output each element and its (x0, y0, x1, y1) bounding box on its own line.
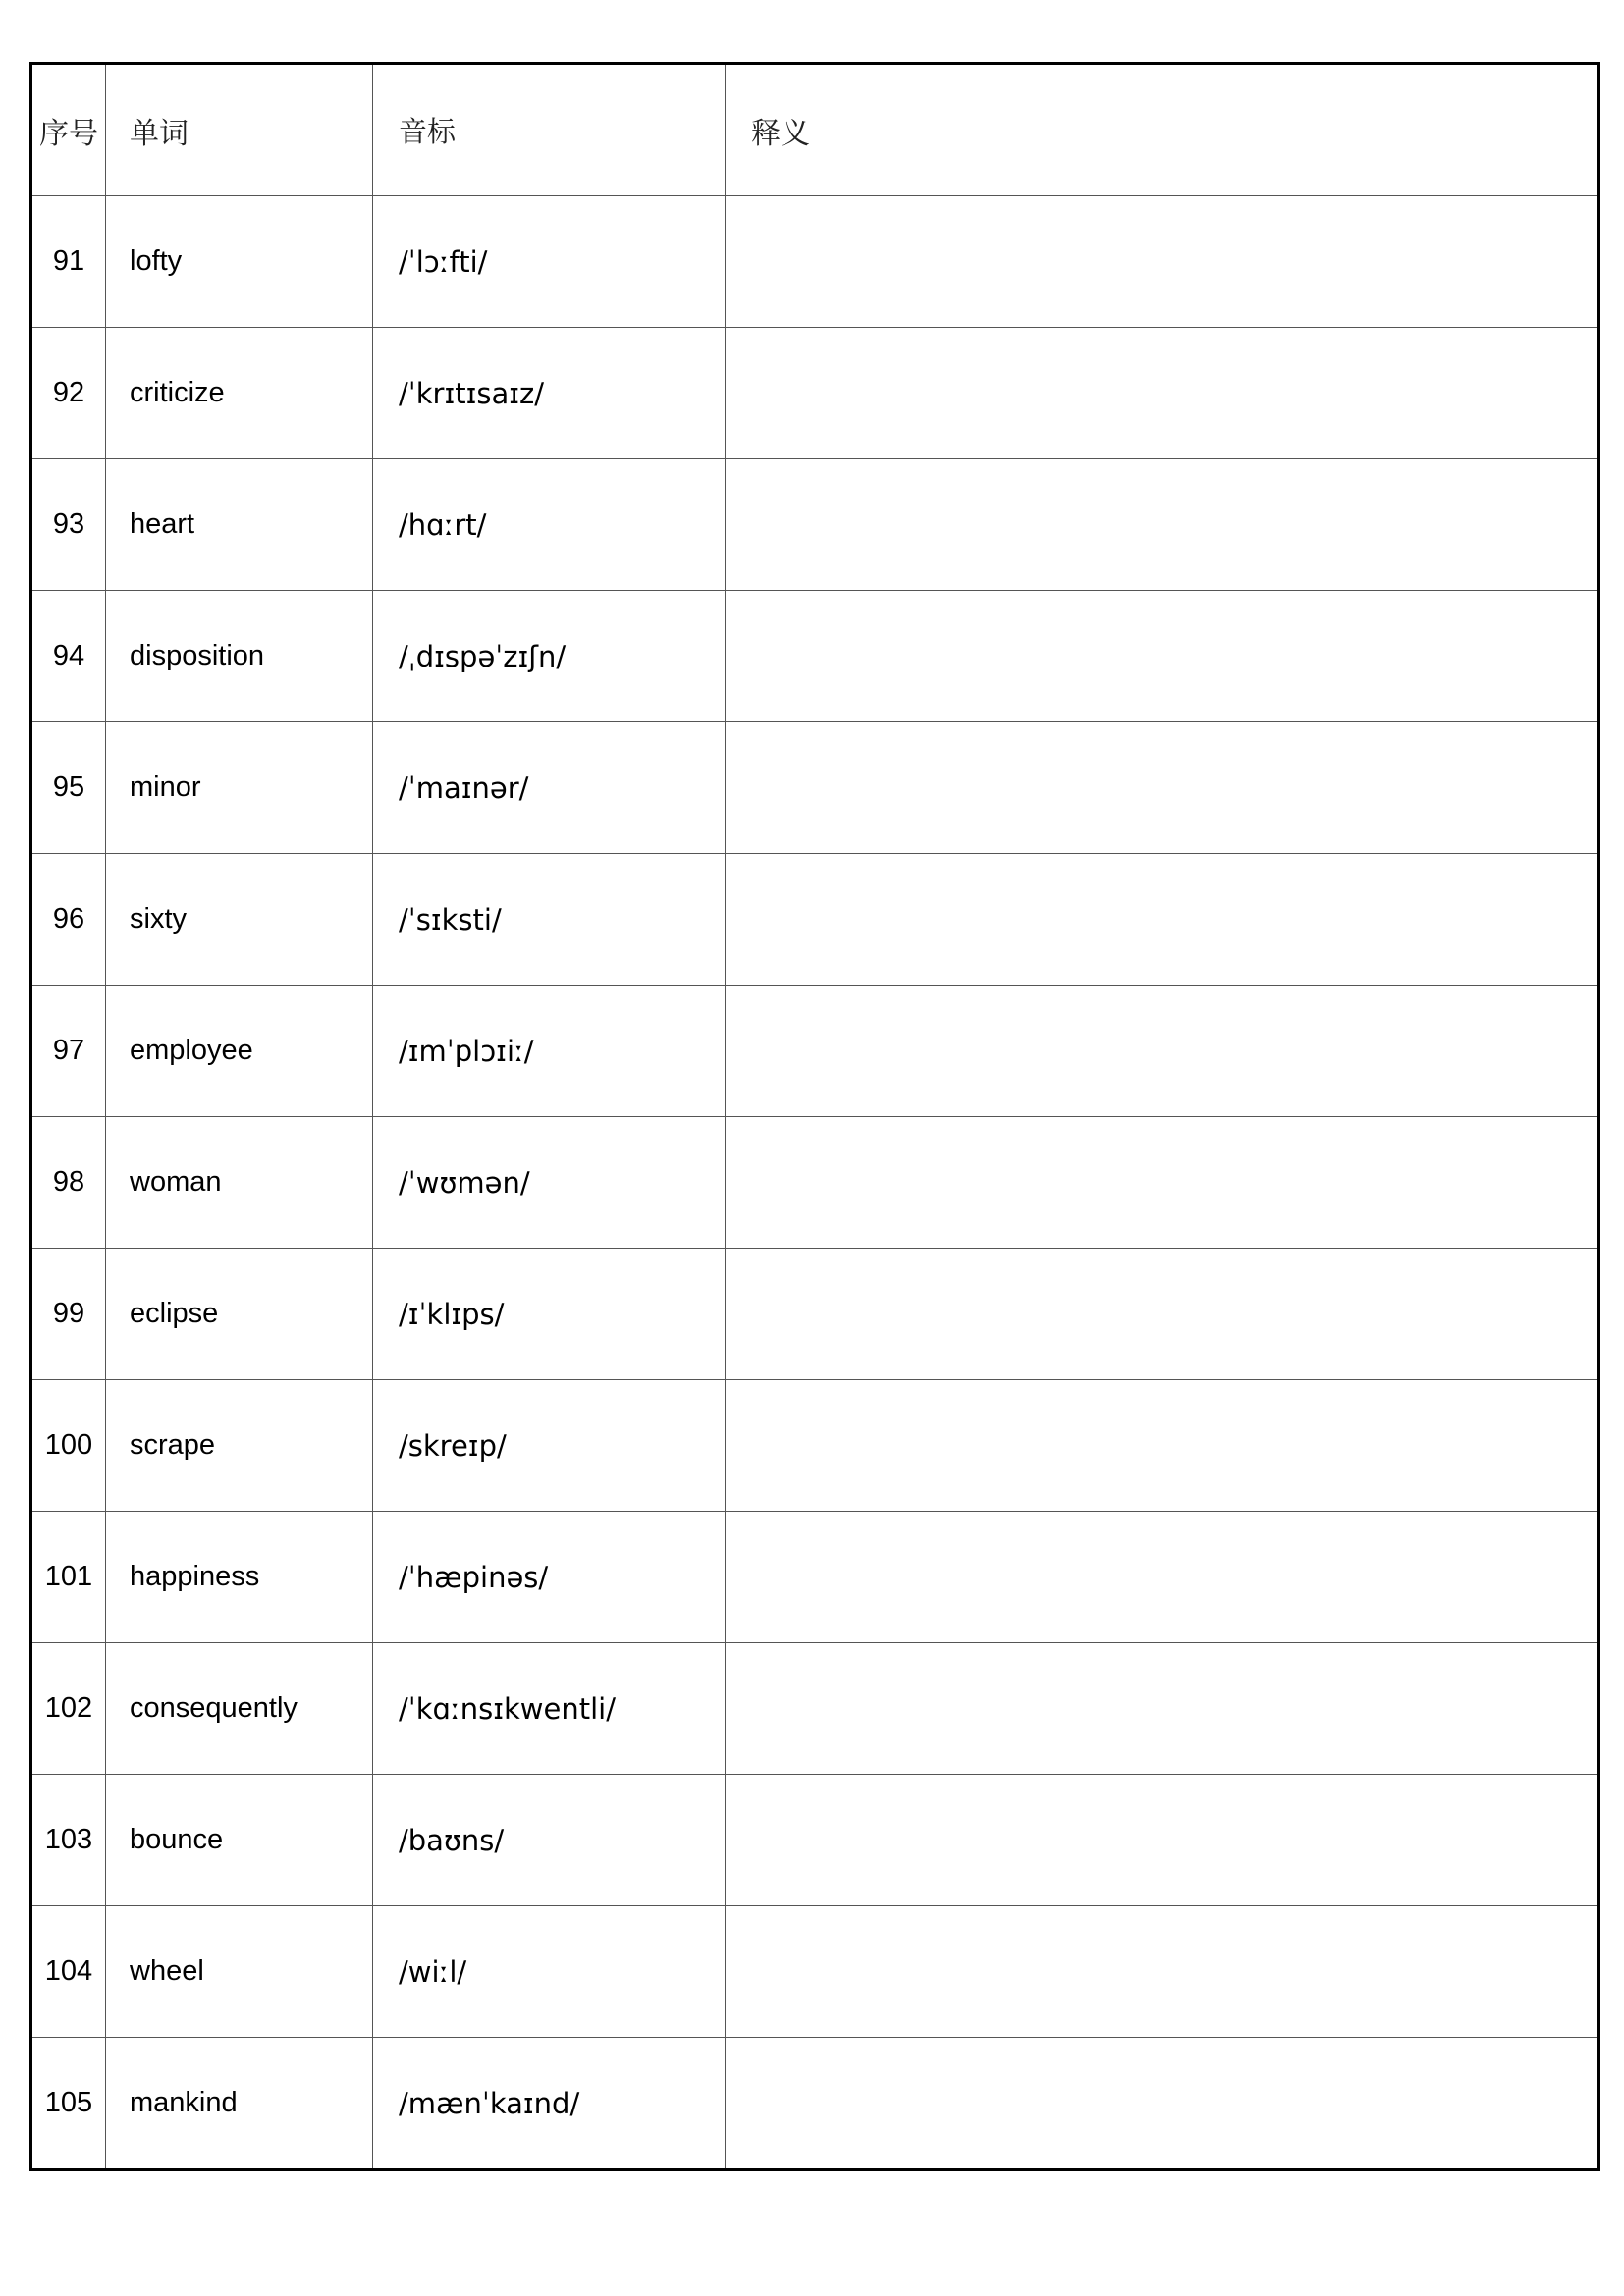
row-word: lofty (106, 196, 373, 328)
header-definition: 释义 (726, 64, 1599, 196)
row-word: employee (106, 986, 373, 1117)
table-row (31, 459, 1599, 591)
header-number: 序号 (31, 64, 106, 196)
row-number: 104 (31, 1906, 106, 2038)
table-row (31, 1906, 1599, 2038)
row-phonetic: /ˌdɪspəˈzɪʃn/ (373, 591, 726, 722)
table-row (31, 1380, 1599, 1512)
row-definition[interactable] (726, 722, 1599, 854)
row-word: criticize (106, 328, 373, 459)
table-body (31, 196, 1599, 2170)
row-number: 93 (31, 459, 106, 591)
row-definition[interactable] (726, 1643, 1599, 1775)
table-row (31, 854, 1599, 986)
row-word: eclipse (106, 1249, 373, 1380)
row-number: 91 (31, 196, 106, 328)
row-phonetic: /ˈkɑːnsɪkwentli/ (373, 1643, 726, 1775)
row-number: 100 (31, 1380, 106, 1512)
header-word: 单词 (106, 64, 373, 196)
row-definition[interactable] (726, 591, 1599, 722)
table-row (31, 1643, 1599, 1775)
row-phonetic: /skreɪp/ (373, 1380, 726, 1512)
row-phonetic: /ɪˈklɪps/ (373, 1249, 726, 1380)
row-word: scrape (106, 1380, 373, 1512)
table-row (31, 328, 1599, 459)
row-definition[interactable] (726, 986, 1599, 1117)
row-word: mankind (106, 2038, 373, 2170)
table-row (31, 722, 1599, 854)
vocabulary-table (29, 62, 1600, 2171)
row-phonetic: /mænˈkaɪnd/ (373, 2038, 726, 2170)
row-definition[interactable] (726, 2038, 1599, 2170)
row-number: 101 (31, 1512, 106, 1643)
table-row (31, 196, 1599, 328)
row-word: disposition (106, 591, 373, 722)
header-phonetic: 音标 (373, 64, 726, 196)
row-number: 102 (31, 1643, 106, 1775)
row-phonetic: /ˈsɪksti/ (373, 854, 726, 986)
row-word: woman (106, 1117, 373, 1249)
row-phonetic: /wiːl/ (373, 1906, 726, 2038)
row-word: minor (106, 722, 373, 854)
row-number: 92 (31, 328, 106, 459)
row-definition[interactable] (726, 1906, 1599, 2038)
row-number: 105 (31, 2038, 106, 2170)
table-header-row (31, 64, 1599, 196)
table-row (31, 1512, 1599, 1643)
row-word: sixty (106, 854, 373, 986)
row-phonetic: /hɑːrt/ (373, 459, 726, 591)
table-row (31, 1775, 1599, 1906)
row-definition[interactable] (726, 1380, 1599, 1512)
table-row (31, 591, 1599, 722)
row-definition[interactable] (726, 1249, 1599, 1380)
row-definition[interactable] (726, 328, 1599, 459)
row-word: consequently (106, 1643, 373, 1775)
row-phonetic: /ɪmˈplɔɪiː/ (373, 986, 726, 1117)
row-phonetic: /ˈmaɪnər/ (373, 722, 726, 854)
row-number: 94 (31, 591, 106, 722)
row-definition[interactable] (726, 459, 1599, 591)
row-number: 96 (31, 854, 106, 986)
row-definition[interactable] (726, 1775, 1599, 1906)
row-number: 97 (31, 986, 106, 1117)
table-row (31, 1117, 1599, 1249)
row-number: 99 (31, 1249, 106, 1380)
row-phonetic: /ˈwʊmən/ (373, 1117, 726, 1249)
row-number: 95 (31, 722, 106, 854)
row-phonetic: /ˈlɔːfti/ (373, 196, 726, 328)
row-phonetic: /baʊns/ (373, 1775, 726, 1906)
row-word: happiness (106, 1512, 373, 1643)
table-row (31, 986, 1599, 1117)
row-definition[interactable] (726, 1117, 1599, 1249)
table-row (31, 1249, 1599, 1380)
row-definition[interactable] (726, 854, 1599, 986)
row-number: 103 (31, 1775, 106, 1906)
row-phonetic: /ˈkrɪtɪsaɪz/ (373, 328, 726, 459)
row-word: wheel (106, 1906, 373, 2038)
row-definition[interactable] (726, 196, 1599, 328)
row-word: heart (106, 459, 373, 591)
row-word: bounce (106, 1775, 373, 1906)
row-definition[interactable] (726, 1512, 1599, 1643)
table-row (31, 2038, 1599, 2170)
row-number: 98 (31, 1117, 106, 1249)
row-phonetic: /ˈhæpinəs/ (373, 1512, 726, 1643)
